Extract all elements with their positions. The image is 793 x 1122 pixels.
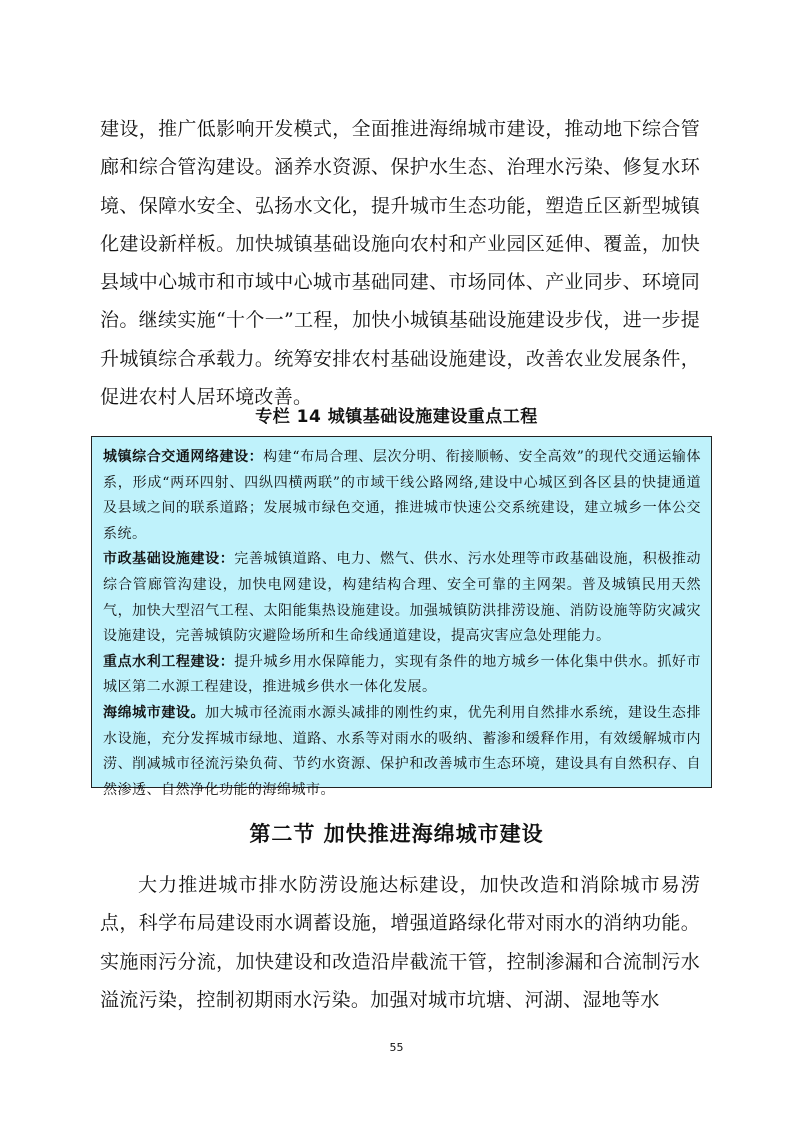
column-item-text: 加大城市径流雨水源头减排的刚性约束，优先利用自然排水系统，建设生态排水设施，充分发挥城市绿地、道路、水系等对雨水的吸纳、蓄渗和缓释作用，有效缓解城市内涝、削减城市径流污染负荷、节约水资源、保护和改善城市生态环境，建设具有自然积存、自然渗透、自然净化功能的海绵城市。	[103, 704, 702, 798]
column-item	[103, 445, 701, 547]
column-item	[103, 701, 701, 803]
body-paragraph-bottom: 大力推进城市排水防涝设施达标建设，加快改造和消除城市易涝点，科学布局建设雨水调蓄设施，增强道路绿化带对雨水的消纳功能。实施雨污分流，加快建设和改造沿岸截流干管，控制渗漏和合流制污水溢流污染，控制初期雨水污染。加强对城市坑塘、河湖、湿地等水	[100, 874, 700, 1011]
column-item-heading: 城镇综合交通网络建设：	[103, 449, 264, 465]
column-item-heading: 重点水利工程建设：	[103, 653, 235, 670]
column-item-text: 完善城镇道路、电力、燃气、供水、污水处理等市政基础设施，积极推动综合管廊管沟建设，加快电网建设，构建结构合理、安全可靠的主网架。普及城镇民用天然气，加快大型沼气工程、太阳能集热设施建设。加强城镇防洪排涝设施、消防设施等防灾减灾设施建设，完善城镇防灾避险场所和生命线通道建设，提高灾害应急处理能力。	[103, 551, 702, 645]
section-heading: 第二节 加快推进海绵城市建设	[249, 821, 544, 846]
column-item	[103, 547, 701, 649]
column-box	[91, 436, 712, 798]
column-item-text: 提升城乡用水保障能力，实现有条件的地方城乡一体化集中供水。抓好市城区第二水源工程建设，推进城乡供水一体化发展。	[103, 653, 702, 696]
column-title: 专栏 14 城镇基础设施建设重点工程	[255, 407, 538, 427]
column-item-text: 构建“布局合理、层次分明、衔接顺畅、安全高效”的现代交通运输体系，形成“两环四射、四纵四横两联”的市域干线公路网络,建设中心城区到各区县的快捷通道及县域之间的联系道路；发展城市绿色交通，推进城市快速公交系统建设，建立城乡一体公交系统。	[103, 449, 701, 542]
column-item-heading: 海绵城市建设。	[103, 704, 206, 721]
body-paragraph-top: 建设，推广低影响开发模式，全面推进海绵城市建设，推动地下综合管廊和综合管沟建设。涵养水资源、保护水生态、治理水污染、修复水环境、保障水安全、弘扬水文化，提升城市生态功能，塑造丘区新型城镇化建设新样板。加快城镇基础设施向农村和产业园区延伸、覆盖，加快县域中心城市和市域中心城市基础同建、市场同体、产业同步、环境同治。继续实施“十个一”工程，加快小城镇基础设施建设步伐，进一步提升城镇综合承载力。统筹安排农村基础设施建设，改善农业发展条件，促进农村人居环境改善。	[100, 118, 700, 409]
page-number: 55	[389, 1041, 404, 1054]
column-item-heading: 市政基础设施建设：	[103, 551, 235, 568]
column-item	[103, 650, 701, 701]
